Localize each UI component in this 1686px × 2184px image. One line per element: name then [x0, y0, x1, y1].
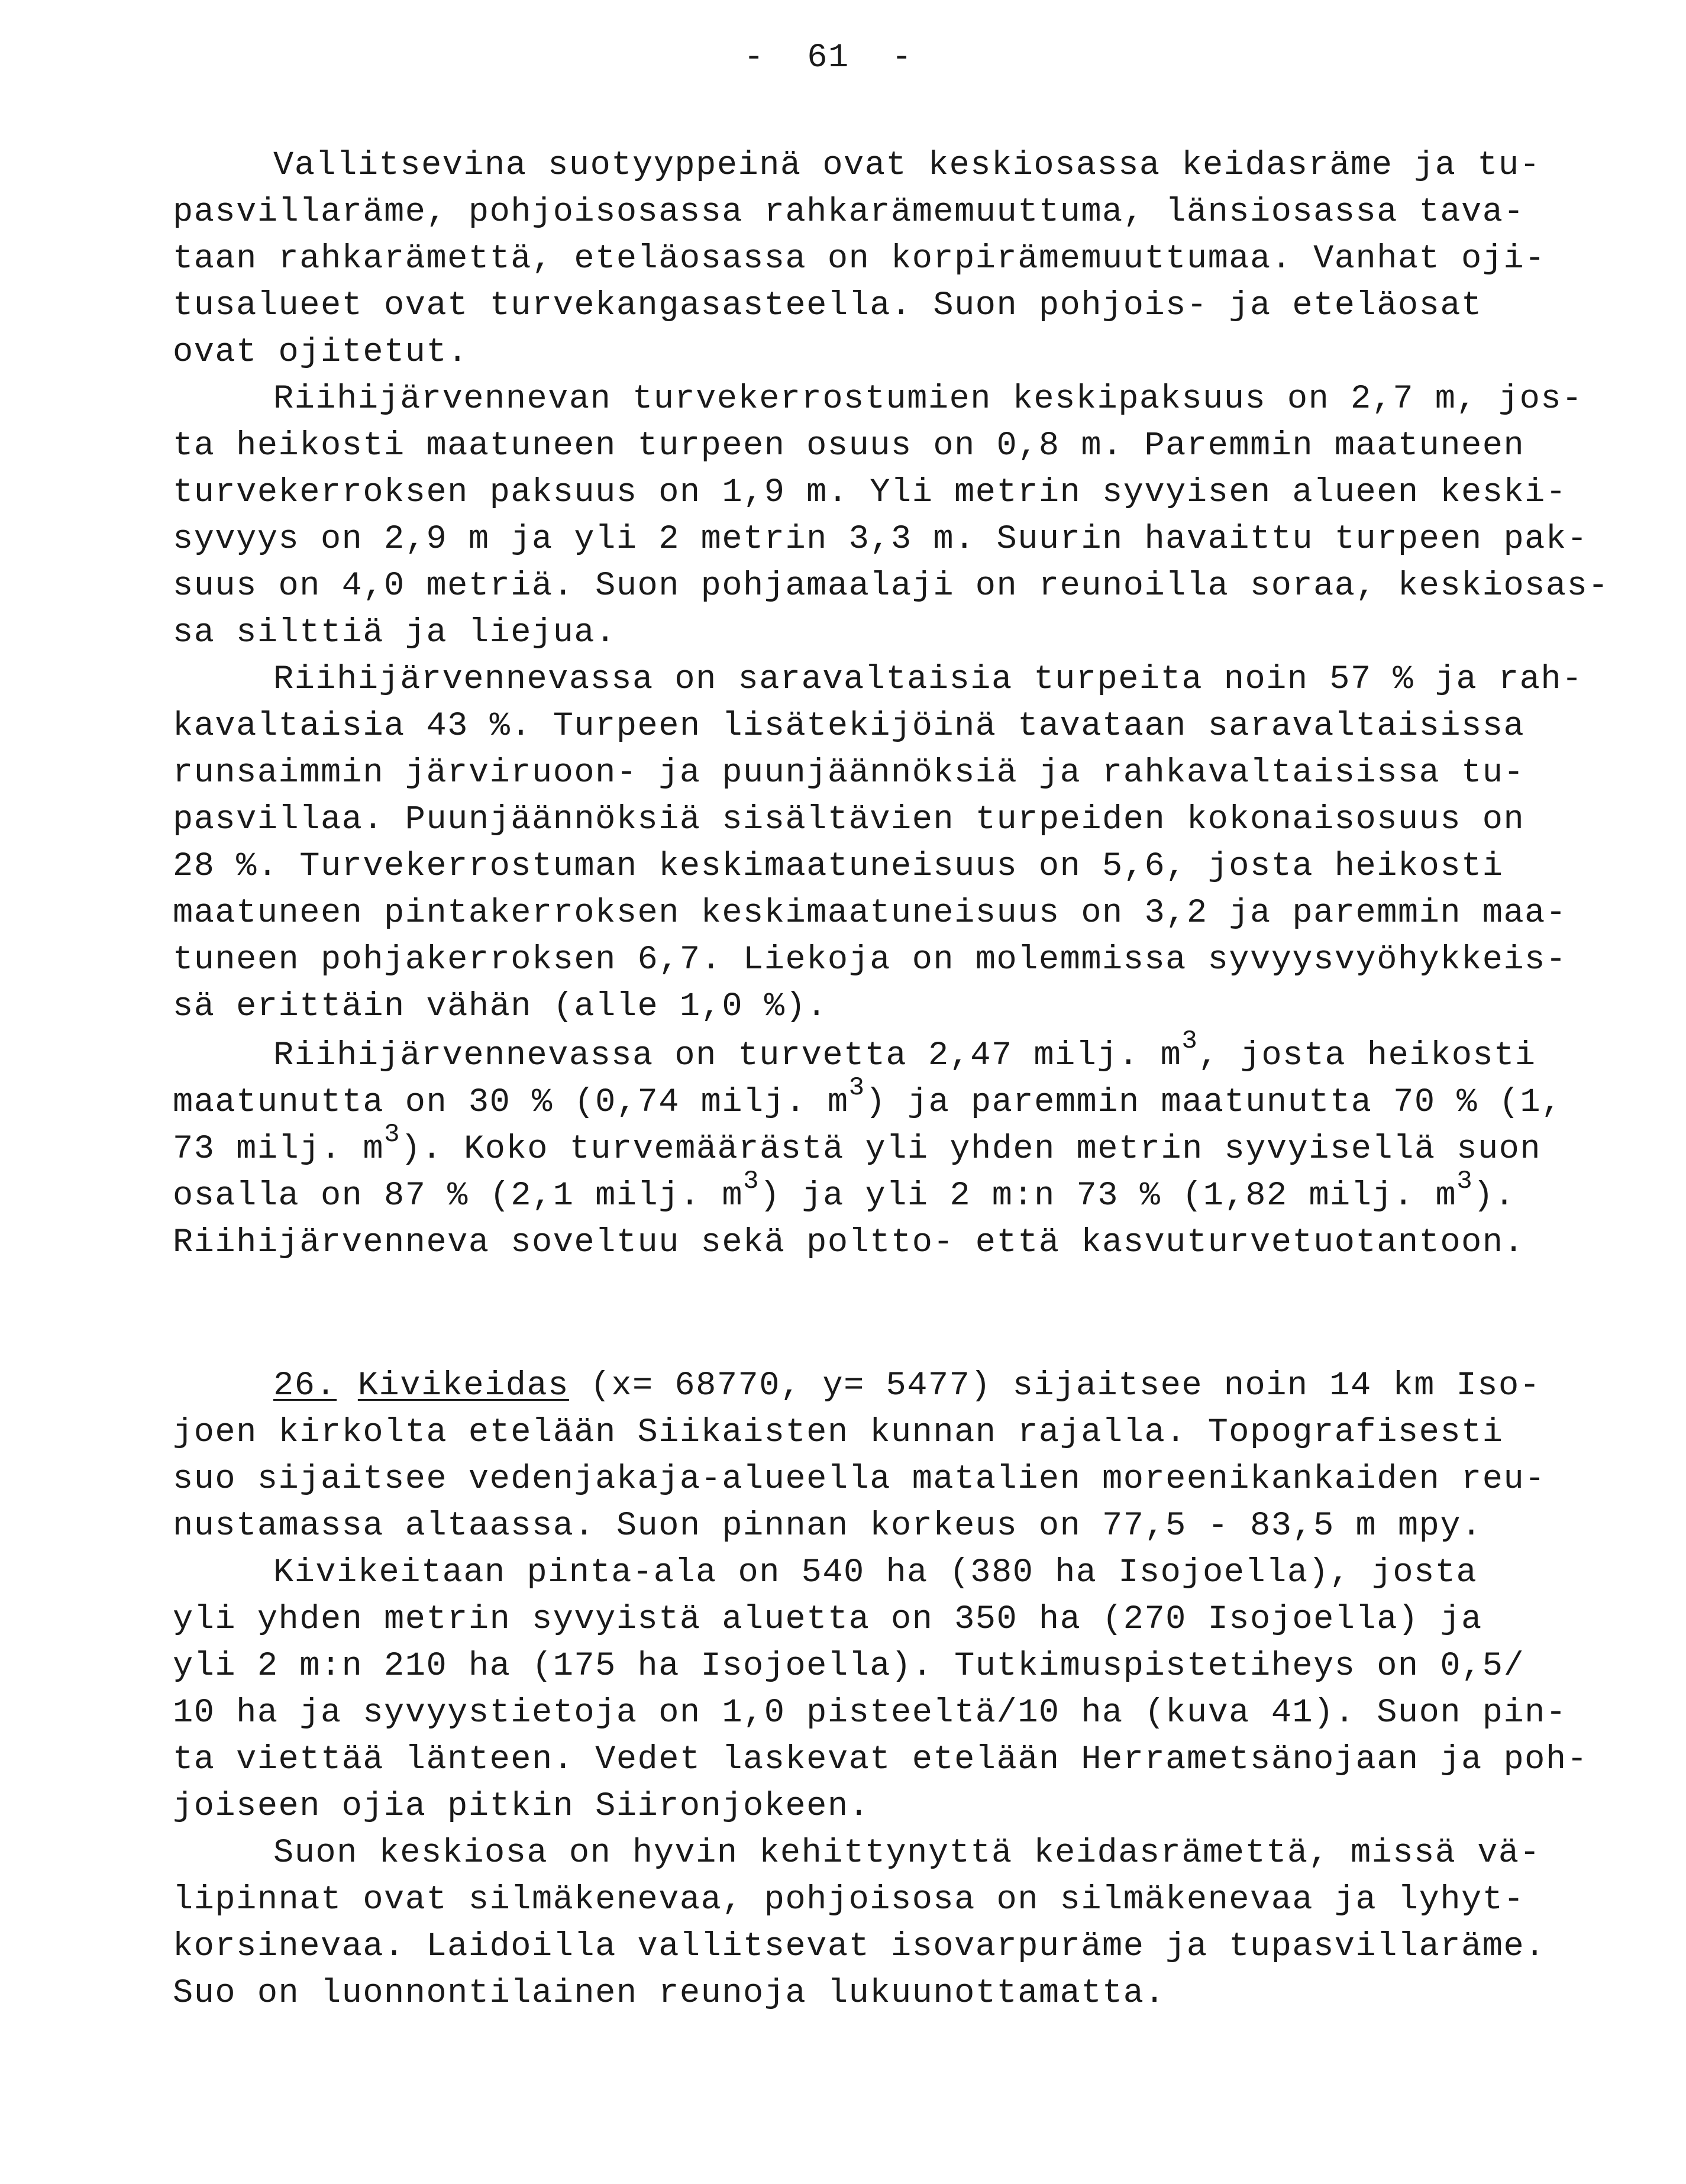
- text-line: [273, 1026, 1536, 1080]
- text-line: 28 %. Turvekerrostuman keskimaatuneisuus on 5,6, josta heikosti: [173, 848, 1504, 886]
- text-line: kavaltaisia 43 %. Turpeen lisätekijöinä tavataan saravaltaisissa: [173, 707, 1525, 745]
- text-line: [173, 1120, 1542, 1173]
- text-line: sa silttiä ja liejua.: [173, 614, 616, 652]
- superscript: 3: [1456, 1167, 1474, 1196]
- text-line: [173, 1219, 1524, 1267]
- section-number: 26.: [273, 1367, 337, 1405]
- text-line: suo sijaitsee vedenjakaja-alueella matalien moreenikankaiden reu-: [173, 1461, 1546, 1498]
- text-segment: ) ja yli 2 m:n 73 % (1,82 milj. m: [759, 1177, 1457, 1215]
- text-segment: Riihijärvenneva soveltuu sekä poltto- että kasvuturvetuotantoon.: [173, 1224, 1525, 1262]
- text-line: runsaimmin järviruoon- ja puunjäännöksiä ja rahkavaltaisissa tu-: [173, 754, 1525, 792]
- text-segment: ) ja paremmin maatunutta 70 % (1,: [865, 1084, 1562, 1122]
- text-line: pasvillaräme, pohjoisosassa rahkarämemuuttuma, länsiosassa tava-: [173, 193, 1525, 231]
- text-line: 10 ha ja syvyystietoja on 1,0 pisteeltä/10 ha (kuva 41). Suon pin-: [173, 1694, 1567, 1732]
- text-line: suus on 4,0 metriä. Suon pohjamaalaji on reunoilla soraa, keskiosas-: [173, 567, 1609, 605]
- text-line: maatuneen pintakerroksen keskimaatuneisuus on 3,2 ja paremmin maa-: [173, 894, 1567, 932]
- text-segment: ). Koko turvemäärästä yli yhden metrin syvyisellä suon: [400, 1130, 1542, 1168]
- superscript: 3: [743, 1167, 760, 1196]
- text-line: joiseen ojia pitkin Siironjokeen.: [173, 1788, 870, 1826]
- text-line: korsinevaa. Laidoilla vallitsevat isovarpuräme ja tupasvillaräme.: [173, 1928, 1546, 1966]
- text-segment: ).: [1473, 1177, 1516, 1215]
- page-number: - 61 -: [744, 39, 913, 77]
- text-line: yli yhden metrin syvyistä aluetta on 350 ha (270 Isojoella) ja: [173, 1601, 1482, 1639]
- text-line: [173, 1167, 1516, 1220]
- text-segment: 73 milj. m: [173, 1130, 385, 1168]
- superscript: 3: [848, 1073, 865, 1103]
- text-line: joen kirkolta etelään Siikaisten kunnan rajalla. Topografisesti: [173, 1414, 1504, 1452]
- text-line: Suon keskiosa on hyvin kehittynyttä keidasrämettä, missä vä-: [273, 1834, 1541, 1872]
- text-line: turvekerroksen paksuus on 1,9 m. Yli metrin syvyisen alueen keski-: [173, 474, 1567, 512]
- text-segment: osalla on 87 % (2,1 milj. m: [173, 1177, 744, 1215]
- text-line: Riihijärvennevassa on saravaltaisia turpeita noin 57 % ja rah-: [273, 661, 1583, 699]
- text-line: Kivikeitaan pinta-ala on 540 ha (380 ha Isojoella), josta: [273, 1554, 1478, 1592]
- text-line: ta viettää länteen. Vedet laskevat etelään Herrametsänojaan ja poh-: [173, 1741, 1588, 1779]
- text-segment: maatunutta on 30 % (0,74 milj. m: [173, 1084, 849, 1122]
- text-line: lipinnat ovat silmäkenevaa, pohjoisosa on silmäkenevaa ja lyhyt-: [173, 1881, 1525, 1919]
- text-line: tusalueet ovat turvekangasasteella. Suon pohjois- ja eteläosat: [173, 287, 1482, 325]
- text-line: syvyys on 2,9 m ja yli 2 metrin 3,3 m. Suurin havaittu turpeen pak-: [173, 521, 1588, 558]
- text-line: Vallitsevina suotyyppeinä ovat keskiosassa keidasräme ja tu-: [273, 147, 1541, 185]
- superscript: 3: [384, 1120, 400, 1149]
- text-line: ta heikosti maatuneen turpeen osuus on 0,8 m. Paremmin maatuneen: [173, 427, 1525, 465]
- text-line: [173, 1073, 1562, 1126]
- text-line: tuneen pohjakerroksen 6,7. Liekoja on molemmissa syvyysvyöhykkeis-: [173, 941, 1567, 979]
- text-segment: (x= 68770, y= 5477) sijaitsee noin 14 km Iso-: [569, 1367, 1541, 1405]
- text-line: yli 2 m:n 210 ha (175 ha Isojoella). Tutkimuspistetiheys on 0,5/: [173, 1647, 1525, 1685]
- superscript: 3: [1181, 1026, 1199, 1056]
- text-line: ovat ojitetut.: [173, 334, 469, 371]
- text-segment: Riihijärvennevassa on turvetta 2,47 milj. m: [273, 1037, 1182, 1075]
- text-line: Suo on luonnontilainen reunoja lukuunottamatta.: [173, 1975, 1166, 2012]
- text-line: taan rahkarämettä, eteläosassa on korpirämemuuttumaa. Vanhat oji-: [173, 240, 1546, 278]
- text-segment: , josta heikosti: [1198, 1037, 1536, 1075]
- text-line: sä erittäin vähän (alle 1,0 %).: [173, 988, 828, 1026]
- text-line: nustamassa altaassa. Suon pinnan korkeus on 77,5 - 83,5 m mpy.: [173, 1507, 1482, 1545]
- text-line: pasvillaa. Puunjäännöksiä sisältävien turpeiden kokonaisosuus on: [173, 801, 1525, 839]
- text-line: Riihijärvennevan turvekerrostumien keskipaksuus on 2,7 m, jos-: [273, 380, 1583, 418]
- section-title: Kivikeidas: [357, 1367, 569, 1405]
- section-heading-line: [273, 1362, 1540, 1410]
